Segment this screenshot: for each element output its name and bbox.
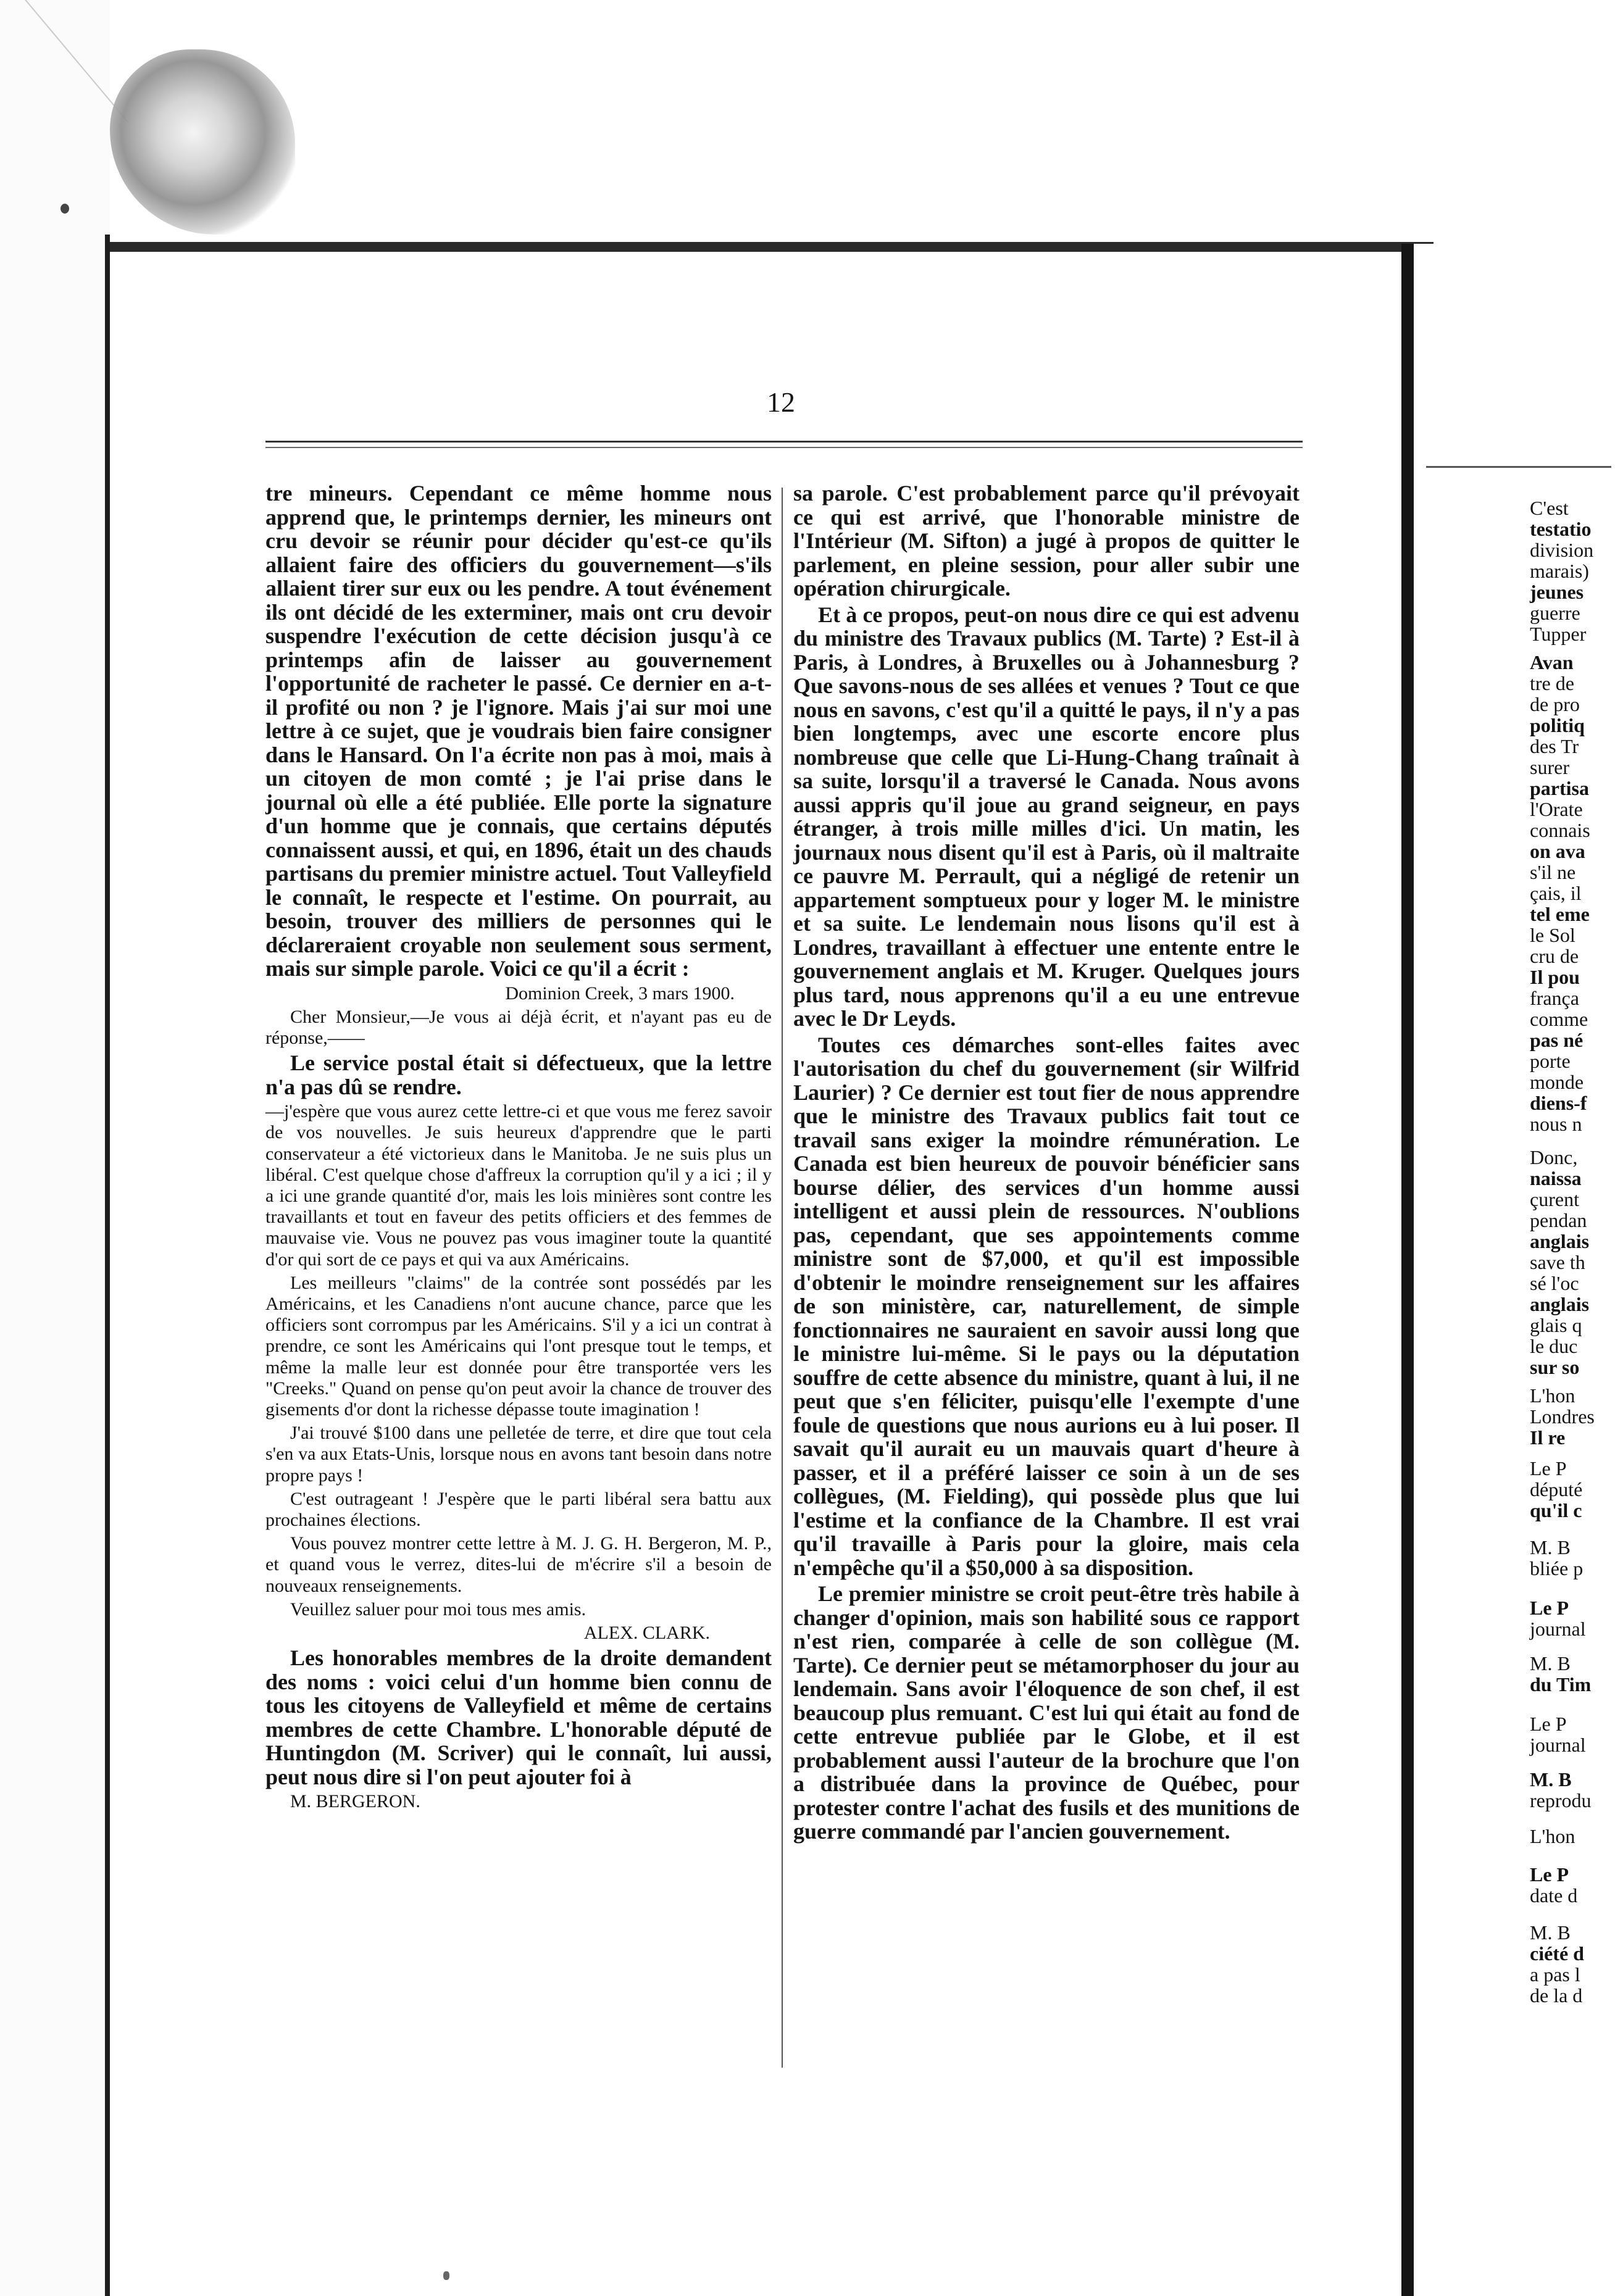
next-page-text: Tupper [1530,623,1587,645]
next-page-text: diens-f [1530,1092,1587,1114]
next-page-text: Avan [1530,651,1574,673]
next-page-text: Le P [1530,1713,1567,1735]
next-page-text: M. B [1530,1652,1571,1674]
next-page-text: Il pou [1530,966,1580,988]
next-page-text: C'est [1530,497,1569,519]
next-page-text: save th [1530,1251,1585,1273]
next-page-text: partisa [1530,777,1589,799]
next-page-text: qu'il c [1530,1499,1582,1521]
next-page-text: pendan [1530,1209,1587,1231]
next-page-text: date d [1530,1884,1578,1907]
next-page-text: ciété d [1530,1942,1584,1965]
next-page-text: jeunes [1530,581,1584,603]
header-rule [265,441,1303,443]
right-column-paragraph: Toutes ces démarches sont-elles faites avec l'autorisation du chef du gouvernement (sir Wilfrid Laurier) ? Ce dernier est tout fier de nous apprendre que le ministre des Travaux publics fait tout ce travail sans exiger la moindre rémunération. Le Canada est bien heureux de pouvoir bénéficier sans bourse délier, des services d'un homme aussi intelligent et aussi plein de ressources. N'oublions pas, cependant, que ses appointements comme ministre sont de $7,000, et qu'il est impossible d'obtenir le moindre renseignement sur les affaires de son ministère, car, naturellement, de simple fonctionnaires ne sauraient en savoir aussi long que le ministre lui-même. Si le pays ou la députation souffre de cette absence du ministre, quant à lui, il ne peut que s'en féliciter, puisqu'elle l'exempte d'une foule de questions que nous aurions eu à lui poser. Il savait qu'il aurait eu un mauvais quart d'heure à passer, et il a préféré laisser ce soin à un de ses collègues, (M. Fielding), qui possède plus que lui l'estime et la confiance de la Chambre. Il est vrai qu'il travaille à Paris pour la gloire, mais cela n'empêche qu'il a $50,000 à sa disposition. [793,1032,1300,1580]
next-page-text: anglais [1530,1230,1590,1252]
next-page-text: de pro [1530,693,1580,715]
right-column-paragraph: Et à ce propos, peut-on nous dire ce qui est advenu du ministre des Travaux publics (M. Tarte) ? Est-il à Paris, à Londres, à Bruxelles ou à Johannesburg ? Que savons-nous de ses allées et venues ? Tout ce que nous en savons, c'est qu'il a quitté le pays, il n'y a pas bien longtemps, avec une escorte encore plus nombreuse que celle que Li-Hung-Chang traînait à sa suite, lorsqu'il a traversé le Canada. Nous avons aussi appris qu'il joue au grand seigneur, en pays étranger, à trois mille milles d'ici. Un matin, les journaux nous disent qu'il est à Paris, où il maltraite ce pauvre M. Perrault, qui a négligé de retenir un appartement somptueux pour y loger M. le ministre et sa suite. Le lendemain nous lisons qu'il est à Londres, travaillant à effectuer une entente entre le gouvernement anglais et M. Kruger. Quelques jours plus tard, nous apprenons qu'il a eu une entrevue avec le Dr Leyds. [793,602,1300,1031]
next-page-text: nous n [1530,1113,1582,1135]
header-rule-thin [265,447,1303,448]
next-page-text: a pas l [1530,1963,1580,1986]
next-page-text: Il re [1530,1426,1566,1449]
next-page-text: Le P [1530,1597,1569,1619]
next-page-fragment [1414,244,1615,2296]
next-page-text: M. B [1530,1536,1571,1558]
next-page-text: monde [1530,1071,1584,1093]
next-page-text: naissa [1530,1167,1582,1189]
next-page-text: L'hon [1530,1384,1575,1407]
next-page-text: çurent [1530,1188,1579,1210]
wax-seal-fragment [110,49,295,235]
next-page-text: anglais [1530,1293,1590,1315]
next-page-text: marais) [1530,560,1589,582]
next-page-text: Le P [1530,1863,1569,1886]
next-page-text: député [1530,1478,1583,1500]
next-page-text: porte [1530,1050,1571,1072]
next-page-text: des Tr [1530,735,1579,757]
left-column-paragraph: M. BERGERON. [290,1791,420,1812]
column-divider [782,488,783,2068]
next-page-text: tel eme [1530,903,1590,925]
next-page-text: de la d [1530,1984,1583,2007]
page-number: 12 [767,386,795,418]
scan-speck [61,204,69,214]
next-page-text: s'il ne [1530,861,1576,883]
page-top-edge [106,242,1433,252]
next-page-text: comme [1530,1008,1588,1030]
left-column-paragraph: Les honorables membres de la droite demandent des noms : voici celui d'un homme bien connu de tous les citoyens de Valleyfield et même de certains membres de cette Chambre. L'honorable député de Huntingdon (M. Scriver) qui le connaît, lui aussi, peut nous dire si l'on peut ajouter foi à [265,1645,772,1789]
right-column [793,481,1300,1846]
next-page-text: sur so [1530,1356,1580,1378]
left-column [265,481,772,1815]
left-column-paragraph: Le service postal était si défectueux, que la lettre n'a pas dû se rendre. [265,1050,772,1099]
next-page-text: Londres [1530,1405,1595,1428]
next-page-text: l'Orate [1530,798,1583,820]
left-column-paragraph: ALEX. CLARK. [583,1622,710,1643]
next-page-text: bliée p [1530,1557,1584,1579]
left-column-paragraph: tre mineurs. Cependant ce même homme nous apprend que, le printemps dernier, les mineurs ont cru devoir se réunir pour décider qu'est-ce qu'ils allaient faire des officiers du gouvernement—s'ils allaient tirer sur eux ou les pendre. A tout événement ils ont décidé de les exterminer, mais ont cru devoir suspendre l'exécution de cette décision jusqu'à ce printemps afin de laisser au gouvernement l'opportunité de racheter le passé. Ce dernier en a-t-il profité ou non ? je l'ignore. Mais j'ai sur moi une lettre à ce sujet, que je voudrais bien faire consigner dans le Hansard. On l'a écrite non pas à moi, mais à un citoyen de mon comté ; je l'ai prise dans le journal où elle a été publiée. Elle porte la signature d'un homme que je connais, que certains députés connaissent aussi, et qui, en 1896, était un des chauds partisans du premier ministre actuel. Tout Valleyfield le connaît, le respecte et l'estime. On pourrait, au besoin, trouver des milliers de personnes qui le déclareraient croyable non seulement sous serment, mais sur simple parole. Voici ce qu'il a écrit : [265,481,772,981]
next-page-text: division [1530,539,1594,561]
next-page-text: reprodu [1530,1789,1592,1811]
next-page-text: glais q [1530,1314,1582,1336]
next-page-text: testatio [1530,518,1592,540]
next-page-text: connais [1530,819,1590,841]
next-page-text: le Sol [1530,924,1575,946]
page-left-edge [105,235,110,2296]
left-column-paragraph: J'ai trouvé $100 dans une pelletée de terre, et dire que tout cela s'en va aux Etats-Unis, lorsque nous en avons tant besoin dans notre propre pays ! [265,1423,772,1486]
next-page-text: L'hon [1530,1825,1575,1847]
next-page-text: sé l'oc [1530,1272,1579,1294]
right-column-paragraph: Le premier ministre se croit peut-être très habile à changer d'opinion, mais son habilité sous ce rapport n'est rien, comparée à celle de son collègue (M. Tarte). Ce dernier peut se métamorphoser du jour au lendemain. Sans avoir l'éloquence de son chef, il est beaucoup plus remuant. C'est lui qui était au fond de cette entrevue publiée par le Globe, et il est probablement aussi l'auteur de la brochure que l'on a distribuée dans la province de Québec, pour protester contre l'achat des fusils et des munitions de guerre commandé par l'ancien gouvernement. [793,1581,1300,1844]
left-column-paragraph: C'est outrageant ! J'espère que le parti libéral sera battu aux prochaines élections. [265,1488,772,1530]
left-column-paragraph: —j'espère que vous aurez cette lettre-ci et que vous me ferez savoir de vos nouvelles. Je suis heureux d'apprendre que le parti conservateur a été victorieux dans le Manitoba. Je ne suis plus un libéral. C'est quelque chose d'affreux la corruption qu'il y a ici ; il y a ici une grande quantité d'or, mais les lois minières sont contre les travaillants et tout en faveur des petits officiers et des femmes de mauvaise vie. Vous ne pouvez pas vous imaginer toute la quantité d'or qui sort de ce pays et qui va aux Américains. [265,1101,772,1270]
next-page-text: cru de [1530,945,1579,967]
left-column-paragraph: Vous pouvez montrer cette lettre à M. J. G. H. Bergeron, M. P., et quand vous le verrez, dites-lui de m'écrire s'il a besoin de nouveaux renseignements. [265,1533,772,1596]
next-page-text: tre de [1530,672,1574,694]
next-page-rule [1426,466,1611,468]
next-page-text: surer [1530,756,1569,778]
next-page-text: journal [1530,1618,1586,1640]
next-page-text: guerre [1530,602,1580,624]
next-page-text: journal [1530,1734,1586,1756]
scan-margin [0,0,110,2296]
left-column-paragraph: Dominion Creek, 3 mars 1900. [505,983,735,1004]
scan-speck-bottom [443,2271,449,2280]
next-page-text: M. B [1530,1768,1572,1791]
next-page-text: politiq [1530,714,1585,736]
next-page-text: frança [1530,987,1579,1009]
page-gutter-shadow [1401,244,1414,2296]
next-page-text: çais, il [1530,882,1582,904]
next-page-text: Donc, [1530,1146,1578,1168]
next-page-text: on ava [1530,840,1585,862]
next-page-text: pas né [1530,1029,1584,1051]
right-column-paragraph: sa parole. C'est probablement parce qu'il prévoyait ce qui est arrivé, que l'honorable ministre de l'Intérieur (M. Sifton) a jugé à propos de quitter le parlement, en pleine session, pour aller subir une opération chirurgicale. [793,481,1300,601]
next-page-text: du Tim [1530,1673,1592,1695]
left-column-paragraph: Cher Monsieur,—Je vous ai déjà écrit, et n'ayant pas eu de réponse,—— [265,1006,772,1048]
next-page-text: Le P [1530,1457,1567,1479]
next-page-text: M. B [1530,1921,1571,1944]
next-page-text: le duc [1530,1335,1578,1357]
left-column-paragraph: Les meilleurs "claims" de la contrée sont possédés par les Américains, et les Canadiens n'ont aucune chance, parce que les officiers sont corrompus par les Américains. S'il y a ici un contrat à prendre, ce sont les Américains qui l'ont presque tout le temps, et même la malle leur est donnée pour être transportée vers les "Creeks." Quand on pense qu'on peut avoir la chance de trouver des gisements d'or dont la richesse dépasse toute imagination ! [265,1272,772,1420]
left-column-paragraph: Veuillez saluer pour moi tous mes amis. [290,1599,586,1620]
